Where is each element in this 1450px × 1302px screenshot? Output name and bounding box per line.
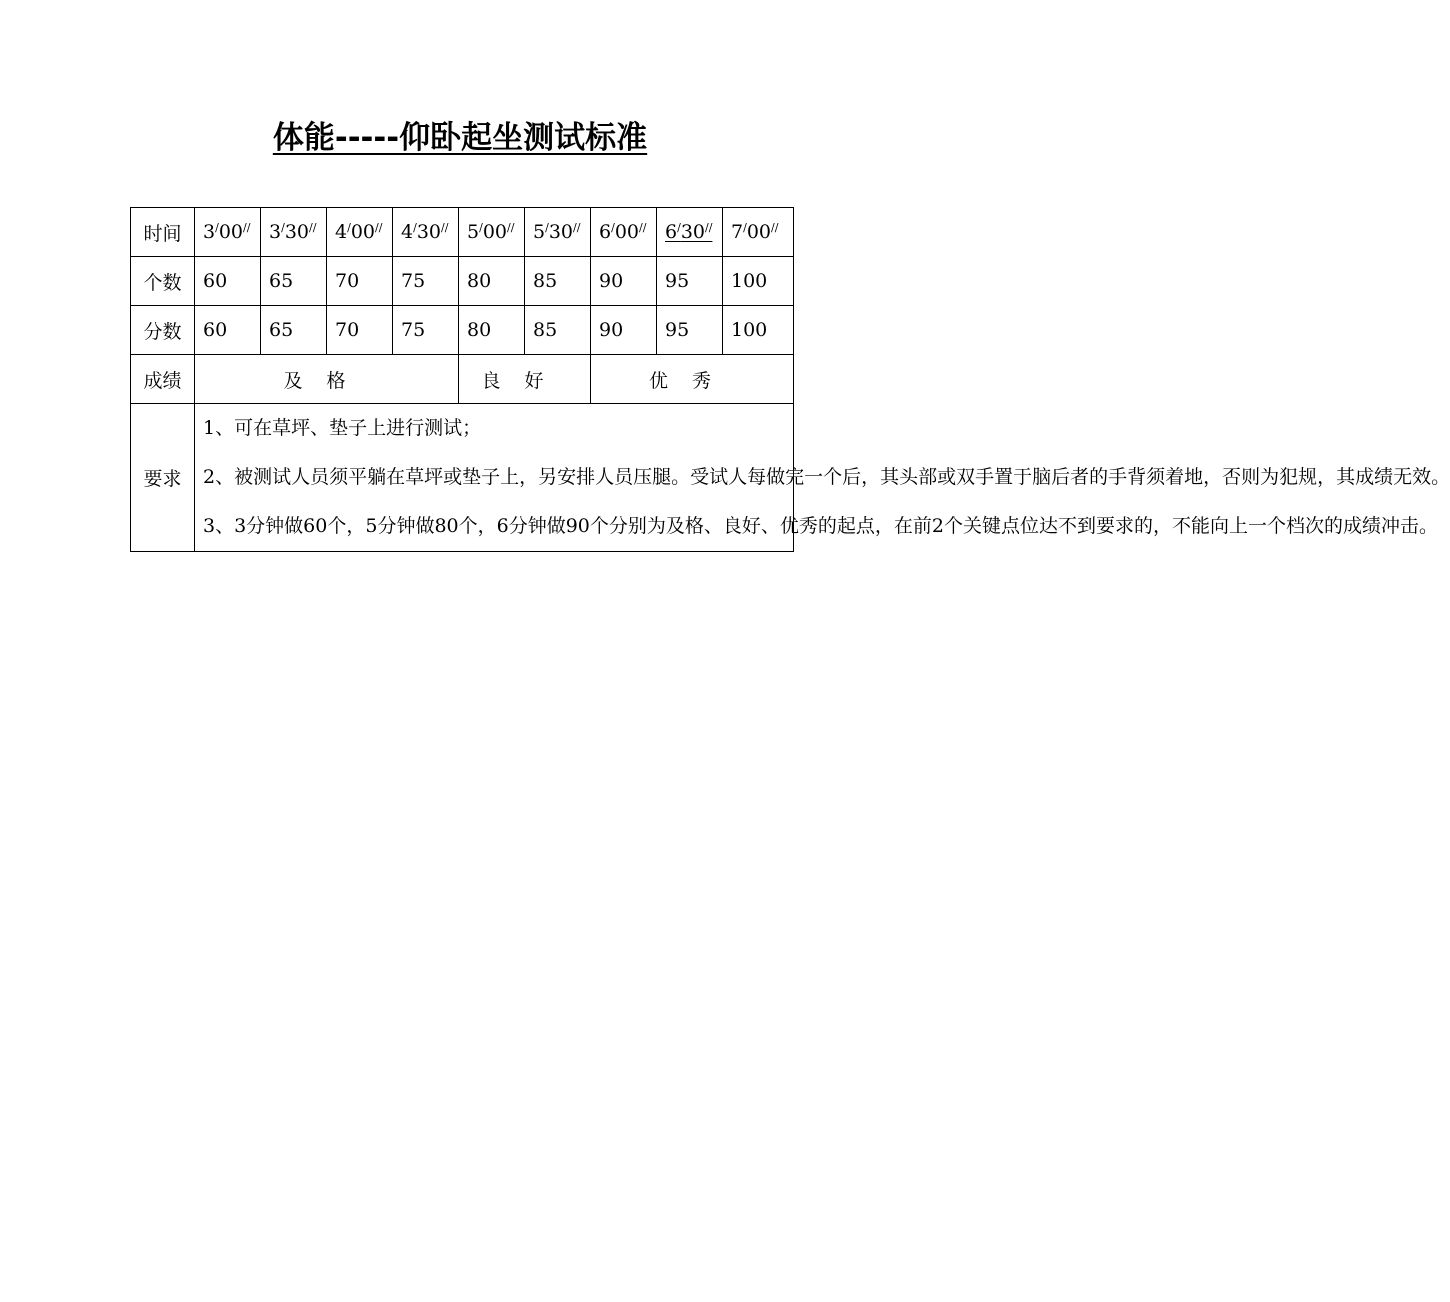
score-cell: 100 xyxy=(723,306,794,355)
count-row xyxy=(131,257,794,306)
standards-table xyxy=(130,207,1450,552)
score-cell: 75 xyxy=(393,306,459,355)
requirement-item: 1、可在草坪、垫子上进行测试； xyxy=(203,417,482,439)
count-cell: 90 xyxy=(591,257,657,306)
count-cell: 65 xyxy=(261,257,327,306)
count-cell: 85 xyxy=(525,257,591,306)
count-cell: 100 xyxy=(723,257,794,306)
requirement-item: 3、3分钟做60个，5分钟做80个，6分钟做90个分别为及格、良好、优秀的起点，在前2个关键点位达不到要求的，不能向上一个档次的成绩冲击。 xyxy=(203,515,1438,537)
grade-row xyxy=(131,355,794,404)
score-cell: 65 xyxy=(261,306,327,355)
score-cell: 90 xyxy=(591,306,657,355)
score-cell: 60 xyxy=(195,306,261,355)
time-cell: 5/00// xyxy=(459,208,525,257)
score-label: 分数 xyxy=(131,306,195,355)
page-title: 体能-----仰卧起坐测试标准 xyxy=(272,120,648,156)
time-cell: 6/00// xyxy=(591,208,657,257)
time-cell: 3/30// xyxy=(261,208,327,257)
score-cell: 95 xyxy=(657,306,723,355)
requirements-label: 要求 xyxy=(131,404,195,552)
count-cell: 70 xyxy=(327,257,393,306)
time-cell: 6/30// xyxy=(657,208,723,257)
score-row xyxy=(131,306,794,355)
count-cell: 60 xyxy=(195,257,261,306)
time-label: 时间 xyxy=(131,208,195,257)
count-label: 个数 xyxy=(131,257,195,306)
time-cell: 4/00// xyxy=(327,208,393,257)
score-cell: 85 xyxy=(525,306,591,355)
score-cell: 70 xyxy=(327,306,393,355)
requirement-item: 2、被测试人员须平躺在草坪或垫子上，另安排人员压腿。受试人每做完一个后，其头部或双手置于脑后者的手背须着地，否则为犯规，其成绩无效。 xyxy=(203,466,1450,488)
time-cell: 3/00// xyxy=(195,208,261,257)
count-cell: 95 xyxy=(657,257,723,306)
score-cell: 80 xyxy=(459,306,525,355)
time-cell: 4/30// xyxy=(393,208,459,257)
grade-pass: 及格 xyxy=(195,355,459,404)
grade-good: 良好 xyxy=(459,355,591,404)
time-row xyxy=(131,208,794,257)
grade-excellent: 优秀 xyxy=(591,355,794,404)
count-cell: 80 xyxy=(459,257,525,306)
requirements-text xyxy=(195,404,1450,552)
grade-label: 成绩 xyxy=(131,355,195,404)
time-cell: 7/00// xyxy=(723,208,794,257)
requirements-row xyxy=(131,404,794,552)
time-cell: 5/30// xyxy=(525,208,591,257)
count-cell: 75 xyxy=(393,257,459,306)
